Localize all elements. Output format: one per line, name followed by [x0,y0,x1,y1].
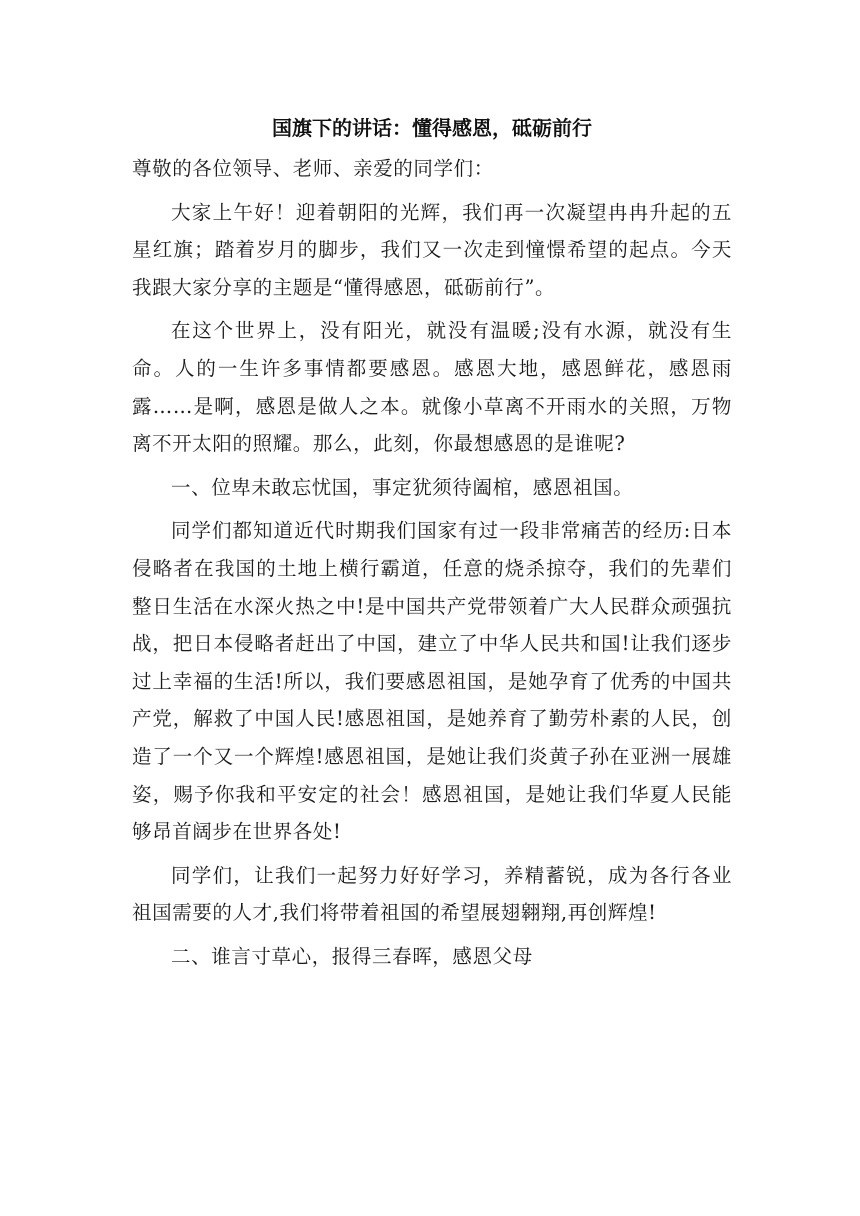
document-body [132,108,732,975]
document-title: 国旗下的讲话：懂得感恩，砥砺前行 [272,116,592,140]
section-heading-motherland: 一、位卑未敢忘忧国，事定犹须待阖棺，感恩祖国。 [171,475,634,499]
salutation: 尊敬的各位领导、老师、亲爱的同学们： [132,157,494,180]
paragraph-gratitude-intro: 在这个世界上，没有阳光，就没有温暖;没有水源，就没有生命。人的一生许多事情都要感恩。感恩大地，感恩鲜花，感恩雨露……是啊，感恩是做人之本。就像小草离不开雨水的关照，万物离不开太阳的照耀。那么，此刻，你最想感恩的是谁呢? [132,319,732,456]
paragraph-motherland-history: 同学们都知道近代时期我们国家有过一段非常痛苦的经历:日本侵略者在我国的土地上横行霸道，任意的烧杀掠夺，我们的先辈们整日生活在水深火热之中!是中国共产党带领着广大人民群众顽强抗战，把日本侵略者赶出了中国，建立了中华人民共和国!让我们逐步过上幸福的生活!所以，我们要感恩祖国，是她孕育了优秀的中国共产党，解救了中国人民!感恩祖国，是她养育了勤劳朴素的人民，创造了一个又一个辉煌!感恩祖国，是她让我们炎黄子孙在亚洲一展雄姿，赐予你我和平安定的社会！感恩祖国，是她让我们华夏人民能够昂首阔步在世界各处! [132,519,732,844]
paragraph-greeting: 大家上午好！迎着朝阳的光辉，我们再一次凝望冉冉升起的五星红旗；踏着岁月的脚步，我们又一次走到憧憬希望的起点。今天我跟大家分享的主题是“懂得感恩，砥砺前行”。 [132,200,732,299]
paragraph-study-call: 同学们，让我们一起努力好好学习，养精蓄锐，成为各行各业祖国需要的人才,我们将带着祖国的希望展翅翱翔,再创辉煌! [132,863,732,925]
section-heading-parents: 二、谁言寸草心，报得三春晖，感恩父母 [171,944,533,968]
